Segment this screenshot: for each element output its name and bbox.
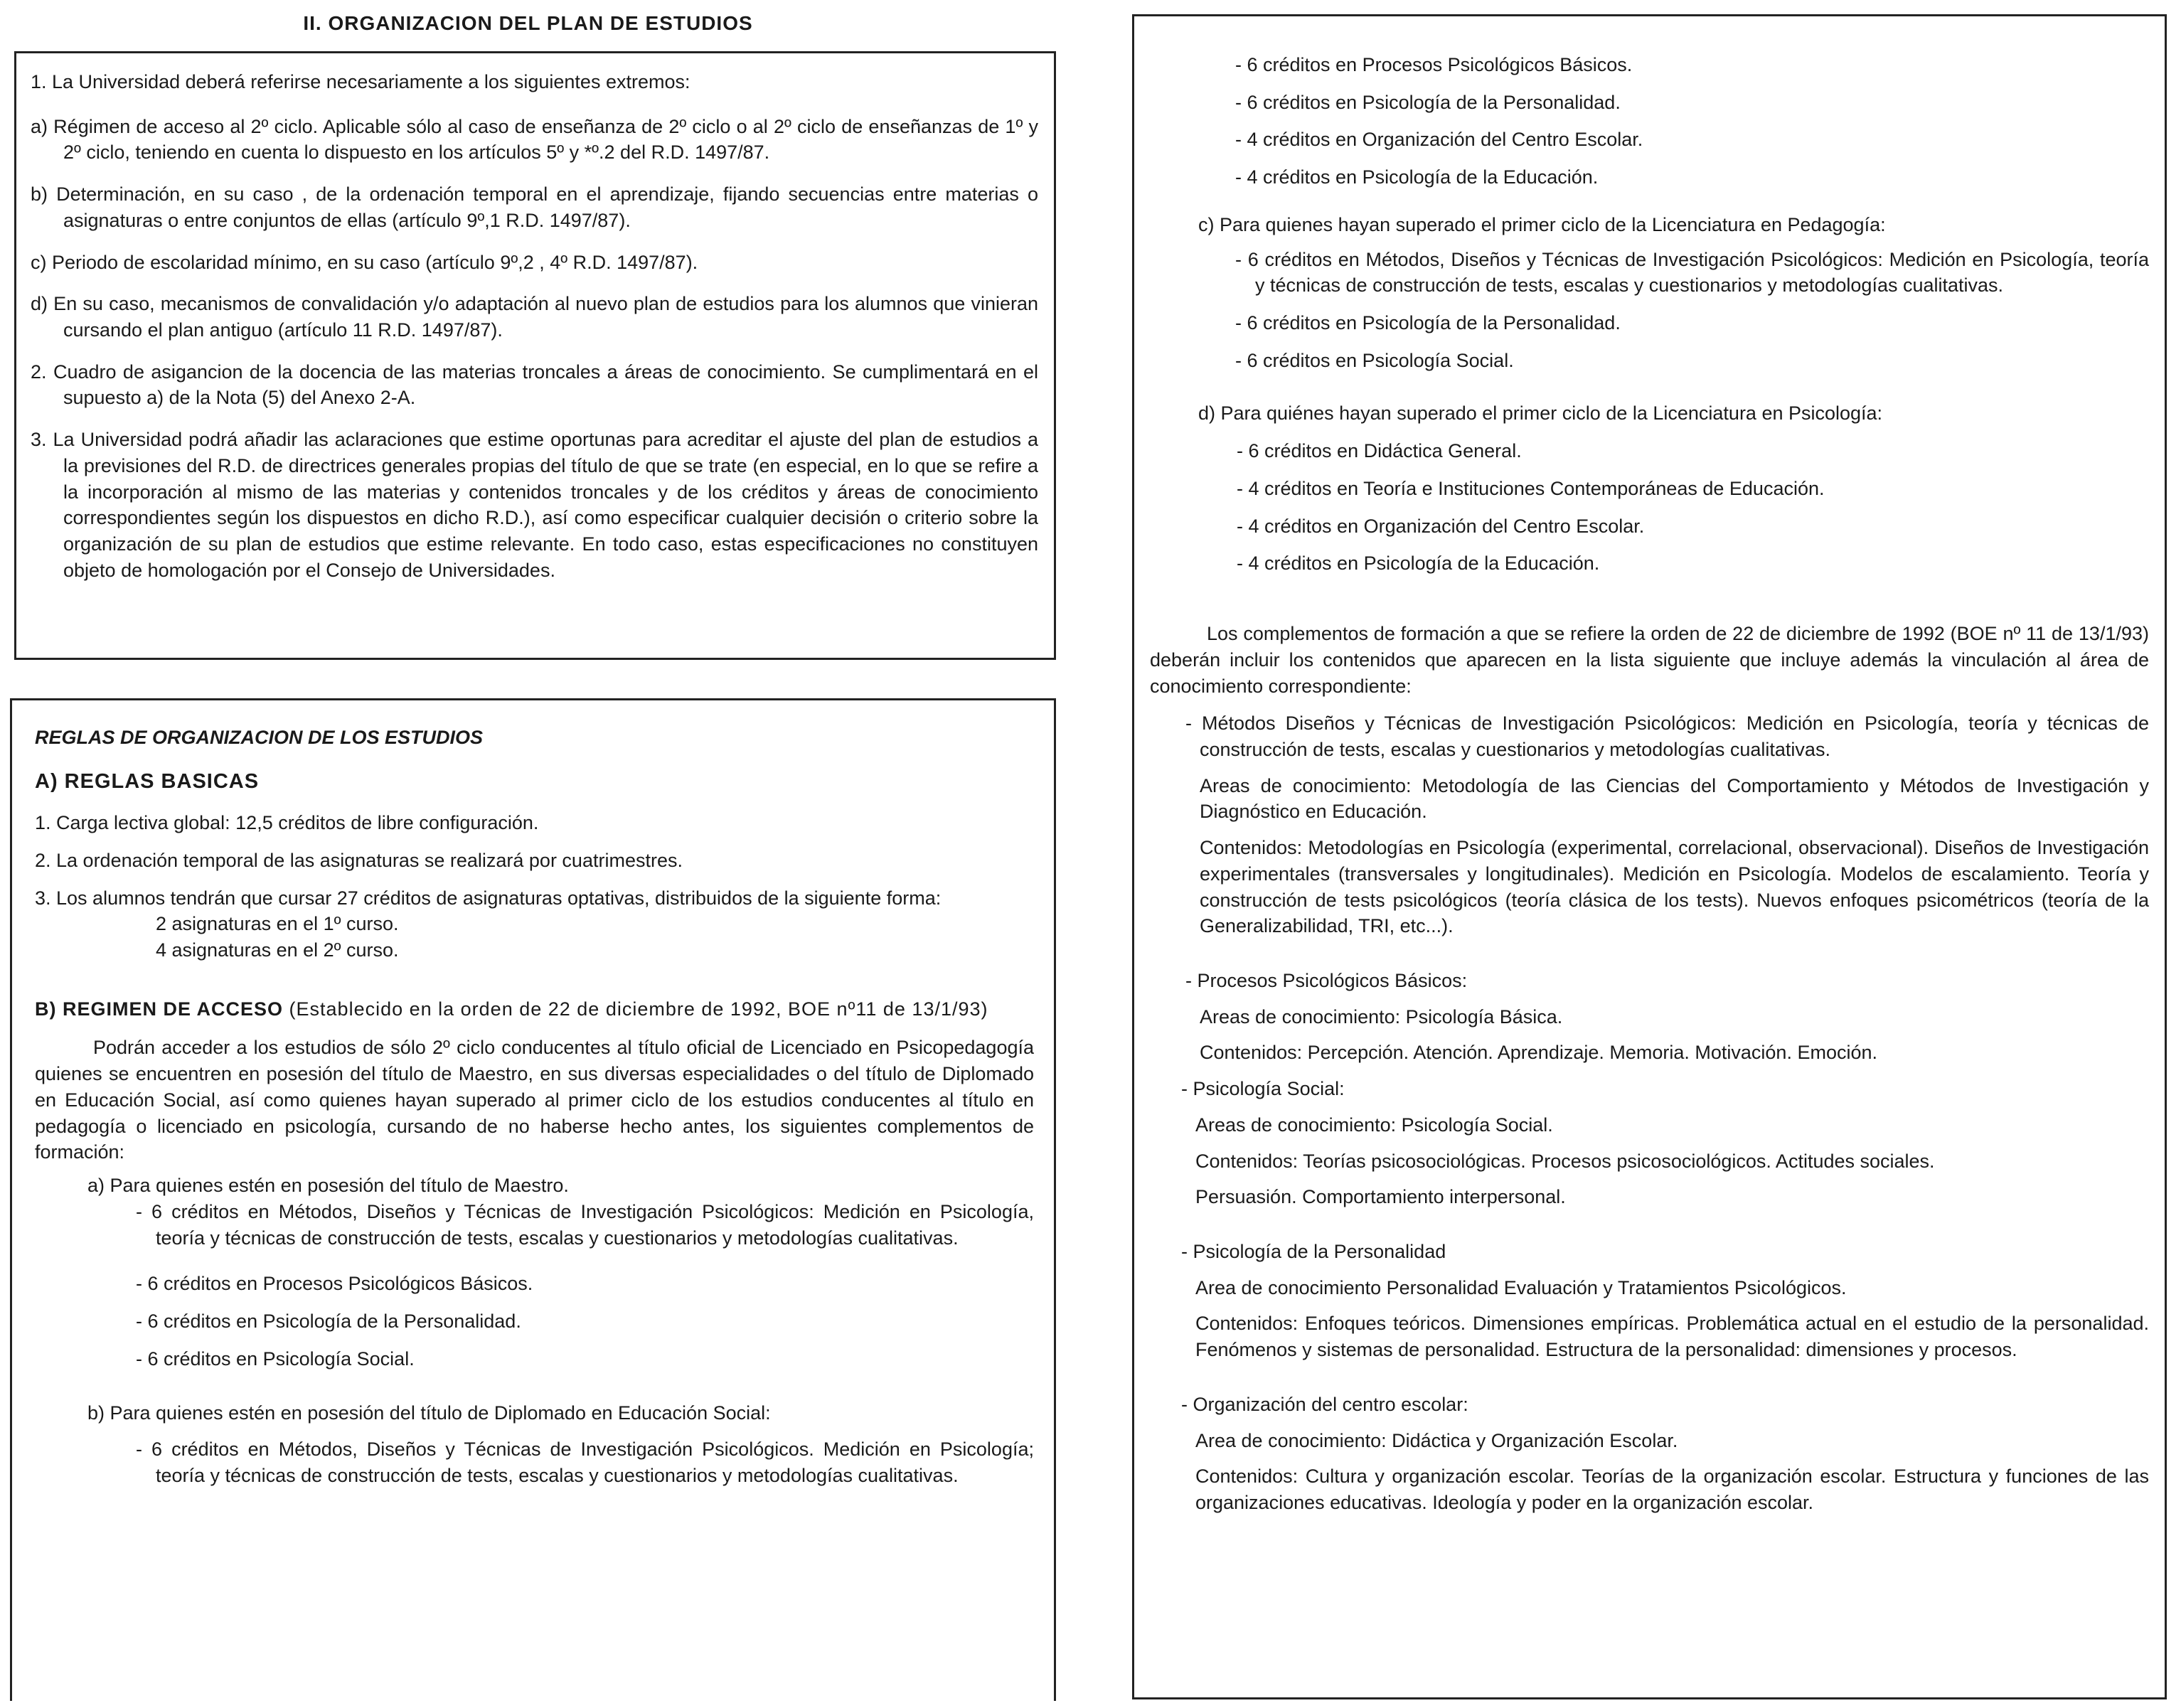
rules-box — [10, 698, 1056, 1701]
access-heading-ref: (Establecido en la orden de 22 de diciembre de 1992, BOE nº11 de 13/1/93) — [283, 998, 988, 1020]
group-c-item: - 6 créditos en Psicología de la Personalidad. — [1235, 312, 1621, 334]
group-d-item: - 6 créditos en Didáctica General. — [1237, 440, 1522, 462]
complementos-paragraph: Los complementos de formación a que se refiere la orden de 22 de diciembre de 1992 (BOE nº 11 de 13/1/93) deberán incluir los contenidos que aparecen en la lista siguiente que incluye además la vinculación al área de conocimiento correspondiente: — [1150, 623, 2149, 697]
note-2: 2. Cuadro de asigancion de la docencia de las materias troncales a áreas de conocimiento. Se cumplimentará en el supuesto a) de la Nota (5) del Anexo 2-A. — [31, 361, 1038, 409]
module-contents: Contenidos: Cultura y organización escolar. Teorías de la organización escolar. Estructura y funciones de las organizaciones educativas. Ideología y poder en la organización escolar. — [1195, 1466, 2149, 1514]
rule-3: 3. Los alumnos tendrán que cursar 27 créditos de asignaturas optativas, distribuidos de la siguiente forma: — [35, 887, 942, 909]
module-processes — [1150, 968, 2149, 1066]
module-contents: Contenidos: Enfoques teóricos. Dimensiones empíricas. Problemática actual en el estudio de la personalidad. Fenómenos y sistemas de personalidad. Estructura de la personalidad: dimensiones y procesos. — [1195, 1313, 2149, 1361]
group-b-item: - 4 créditos en Psicología de la Educación. — [1235, 166, 1599, 188]
access-heading — [35, 996, 1034, 1023]
module-contents: Contenidos: Percepción. Atención. Aprendizaje. Memoria. Motivación. Emoción. — [1200, 1042, 1878, 1064]
module-contents-cont: Persuasión. Comportamiento interpersonal. — [1195, 1186, 1566, 1208]
group-b-item: - 4 créditos en Organización del Centro Escolar. — [1235, 129, 1643, 151]
rule-3-line-2: 4 asignaturas en el 2º curso. — [156, 939, 399, 961]
rule-3-line-1: 2 asignaturas en el 1º curso. — [156, 913, 399, 935]
module-area: Areas de conocimiento: Metodología de las Ciencias del Comportamiento y Métodos de Investigación y Diagnóstico en Educación. — [1200, 774, 2149, 823]
group-d-item: - 4 créditos en Teoría e Instituciones Contemporáneas de Educación. — [1237, 477, 1825, 499]
group-b-item: - 6 créditos en Psicología de la Personalidad. — [1235, 91, 1621, 113]
module-social — [1150, 1076, 2149, 1210]
group-a-item: - 6 créditos en Psicología de la Personalidad. — [136, 1310, 521, 1332]
module-methods — [1150, 710, 2149, 939]
module-title: - Procesos Psicológicos Básicos: — [1185, 969, 1468, 991]
group-a-list — [35, 1199, 1034, 1372]
group-b-item: - 6 créditos en Procesos Psicológicos Básicos. — [1235, 54, 1633, 75]
note-d: d) En su caso, mecanismos de convalidación y/o adaptación al nuevo plan de estudios para los alumnos que vinieran cursando el plan antiguo (artículo 11 R.D. 1497/87). — [31, 293, 1038, 341]
rules-heading: REGLAS DE ORGANIZACION DE LOS ESTUDIOS — [35, 727, 484, 748]
module-contents: Contenidos: Teorías psicosociológicas. Procesos psicosociológicos. Actitudes sociales. — [1195, 1150, 1935, 1172]
group-c-item: - 6 créditos en Métodos, Diseños y Técnicas de Investigación Psicológicos: Medición en Psicología, teoría y técnicas de construcción de tests, escalas y cuestionarios y metodologías cualitativas. — [1235, 248, 2149, 297]
section-title: II. ORGANIZACION DEL PLAN DE ESTUDIOS — [303, 12, 753, 34]
note-b: b) Determinación, en su caso , de la ordenación temporal en el aprendizaje, fijando secuencias entre materias o asignaturas o entre conjuntos de ellas (artículo 9º,1 R.D. 1497/87). — [31, 183, 1038, 231]
module-contents: Contenidos: Metodologías en Psicología (experimental, correlacional, observacional). Diseños de Investigación experimentales (transversales y longitudinales). Medición en Psicología. Modelos de escalamiento. Teoría y construcción de tests psicológicos (teoría clásica de los tests). Nuevos enfoques psicométricos (teoría de la Generalizabilidad, TRI, etc...). — [1200, 837, 2149, 937]
module-area: Area de conocimiento: Didáctica y Organización Escolar. — [1195, 1429, 1678, 1451]
basic-rules-heading: A) REGLAS BASICAS — [35, 769, 260, 793]
module-title: - Métodos Diseños y Técnicas de Investigación Psicológicos: Medición en Psicología, teoría y técnicas de construcción de tests, escalas y cuestionarios y metodologías cualitativas. — [1185, 712, 2149, 760]
rule-2: 2. La ordenación temporal de las asignaturas se realizará por cuatrimestres. — [35, 849, 683, 871]
module-school-organization — [1150, 1392, 2149, 1516]
module-area: Areas de conocimiento: Psicología Básica. — [1200, 1005, 1563, 1028]
access-paragraph: Podrán acceder a los estudios de sólo 2º ciclo conducentes al título oficial de Licenciado en Psicopedagogía quienes se encuentren en posesión del título de Maestro, en sus diversas especialidades o del título de Diplomado en Educación Social, así como quienes hayan superado al primer ciclo de los estudios conducentes al título en pedagogía o licenciado en psicología, cursando de no haberse hecho antes, los siguientes complementos de formación: — [35, 1037, 1034, 1163]
note-3: 3. La Universidad podrá añadir las aclaraciones que estime oportunas para acreditar el ajuste del plan de estudios a la previsiones del R.D. de directrices generales propias del título de que se trate (en especial, en lo que se refire a la incorporación al mismo de las materias y contenidos troncales y de los créditos y áreas de conocimiento correspondientes según los dispuestos en dicho R.D.), así como especificar cualquier decisión o criterio sobre la organización de su plan de estudios que estime relevante. En todo caso, estas especificaciones no constituyen objeto de homologación por el Consejo de Universidades. — [31, 429, 1038, 581]
access-heading-label: B) REGIMEN DE ACCESO — [35, 998, 284, 1020]
rule-1: 1. Carga lectiva global: 12,5 créditos de libre configuración. — [35, 812, 539, 834]
group-b-list-cont — [1150, 52, 2149, 191]
group-b-item: - 6 créditos en Métodos, Diseños y Técnicas de Investigación Psicológicos. Medición en Psicología; teoría y técnicas de construcción de tests, escalas y cuestionarios y metodologías cualitativas. — [136, 1439, 1034, 1486]
module-title: - Organización del centro escolar: — [1181, 1393, 1468, 1415]
group-b-heading: b) Para quienes estén en posesión del título de Diplomado en Educación Social: — [87, 1402, 771, 1424]
notes-box — [14, 51, 1056, 660]
group-a-item: - 6 créditos en Psicología Social. — [136, 1347, 415, 1370]
module-title: - Psicología Social: — [1181, 1078, 1345, 1100]
note-c: c) Periodo de escolaridad mínimo, en su caso (artículo 9º,2 , 4º R.D. 1497/87). — [31, 251, 698, 273]
module-area: Area de conocimiento Personalidad Evaluación y Tratamientos Psicológicos. — [1195, 1276, 1847, 1298]
group-a-heading: a) Para quienes estén en posesión del título de Maestro. — [87, 1175, 569, 1197]
note-a: a) Régimen de acceso al 2º ciclo. Aplicable sólo al caso de enseñanza de 2º ciclo o al 2º ciclo de enseñanzas de 1º y 2º ciclo, teniendo en cuenta lo dispuesto en los artículos 5º y *º.2 del R.D. 1497/87. — [31, 115, 1038, 164]
group-d-list — [1150, 438, 2149, 577]
group-d-heading: d) Para quiénes hayan superado el primer ciclo de la Licenciatura en Psicología: — [1198, 402, 1883, 425]
group-b-list-start — [35, 1436, 1034, 1488]
group-a-item: - 6 créditos en Procesos Psicológicos Básicos. — [136, 1273, 533, 1295]
group-a-item: - 6 créditos en Métodos, Diseños y Técnicas de Investigación Psicológicos: Medición en Psicología, teoría y técnicas de construcción de tests, escalas y cuestionarios y metodologías cualitativas. — [136, 1200, 1034, 1249]
module-title: - Psicología de la Personalidad — [1181, 1241, 1446, 1262]
group-d-item: - 4 créditos en Organización del Centro Escolar. — [1237, 515, 1645, 537]
right-column-box — [1132, 14, 2167, 1699]
group-d-item: - 4 créditos en Psicología de la Educación. — [1237, 553, 1600, 575]
module-area: Areas de conocimiento: Psicología Social. — [1195, 1114, 1553, 1136]
group-c-list — [1150, 247, 2149, 374]
module-personality — [1150, 1239, 2149, 1363]
group-c-heading: c) Para quienes hayan superado el primer ciclo de la Licenciatura en Pedagogía: — [1198, 213, 1886, 235]
notes-intro: 1. La Universidad deberá referirse necesariamente a los siguientes extremos: — [31, 71, 690, 92]
group-c-item: - 6 créditos en Psicología Social. — [1235, 349, 1514, 371]
